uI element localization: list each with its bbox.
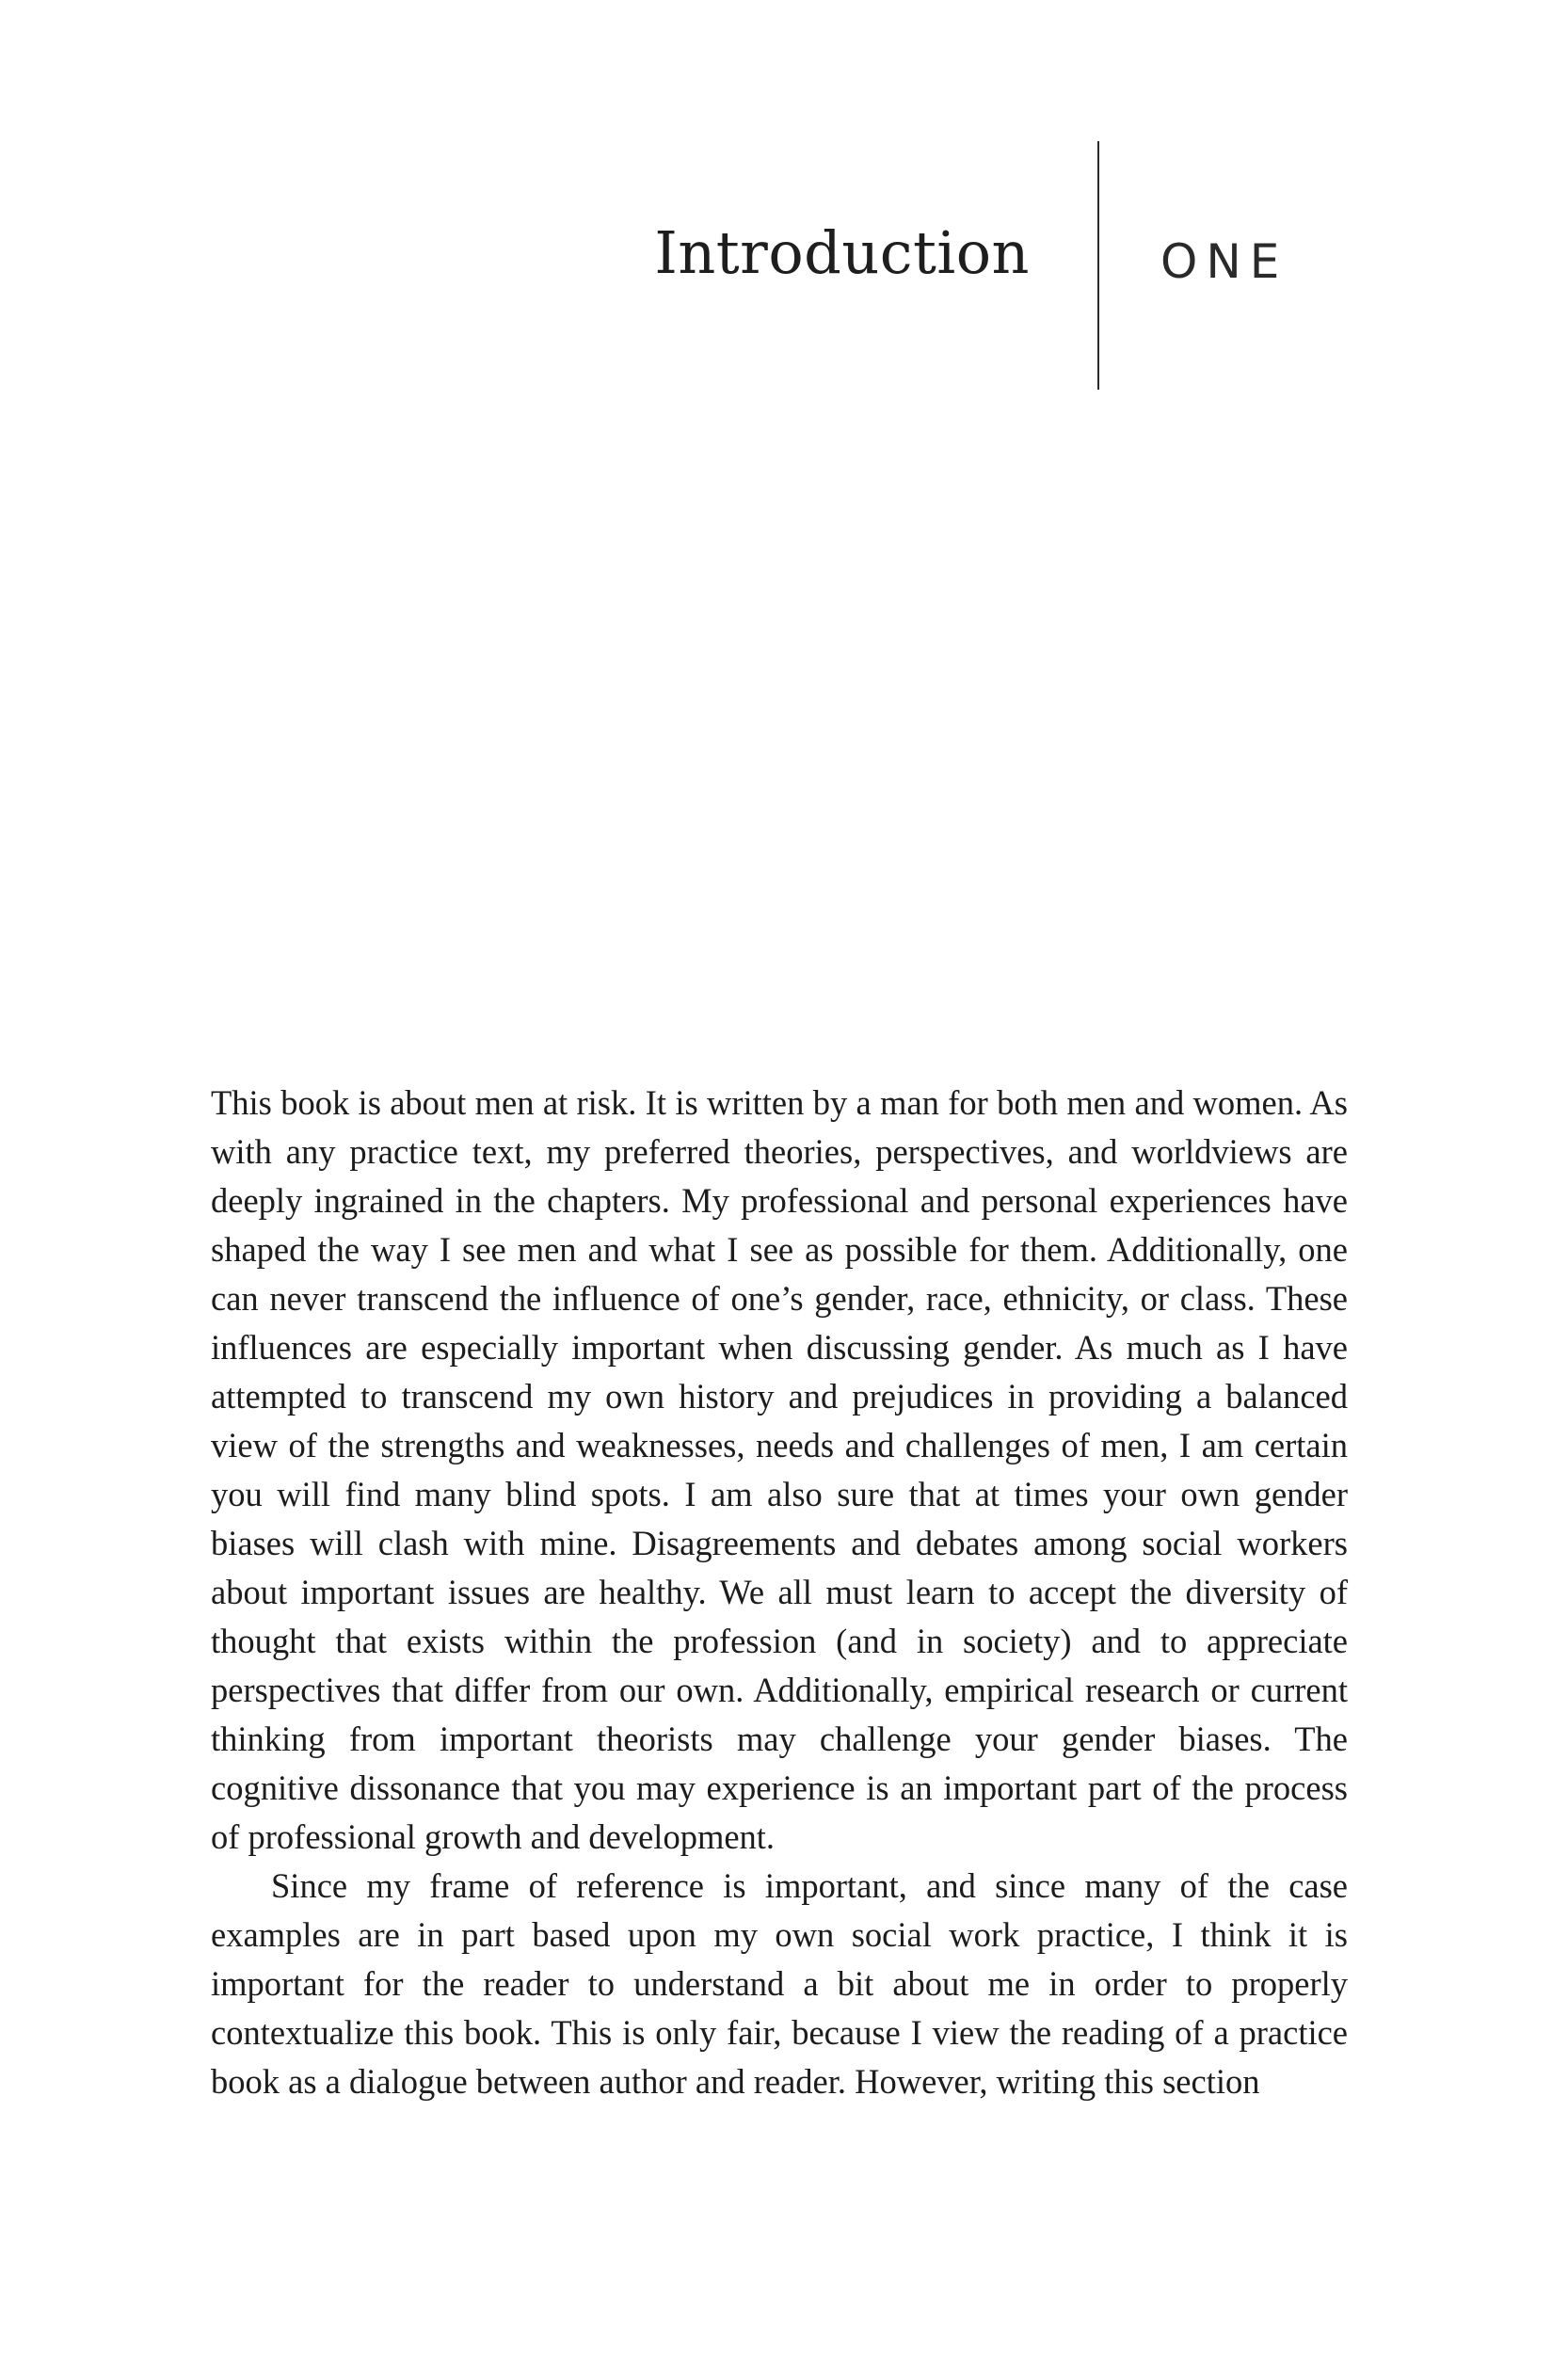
body-text (211, 1079, 1348, 2106)
chapter-divider-rule (1097, 141, 1099, 390)
chapter-title: Introduction (654, 218, 1030, 287)
chapter-number: ONE (1160, 234, 1288, 289)
paragraph-2: Since my frame of reference is important, and since many of the case examples are in part based upon my own social work practice, I think it is important for the reader to understand a bit about me in order to properly contextualize this book. This is only fair, because I view the reading of a practice book as a dialogue between author and reader. However, writing this section (211, 1866, 1348, 2101)
paragraph-1: This book is about men at risk. It is written by a man for both men and women. As with any practice text, my preferred theories, perspectives, and worldviews are deeply ingrained in the chapters. My professional and personal experiences have shaped the way I see men and what I see as possible for them. Additionally, one can never transcend the influence of one’s gender, race, ethnicity, or class. These influences are especially important when discussing gender. As much as I have attempted to transcend my own history and prejudices in providing a balanced view of the strengths and weaknesses, needs and challenges of men, I am certain you will find many blind spots. I am also sure that at times your own gender biases will clash with mine. Disagreements and debates among social workers about important issues are healthy. We all must learn to accept the diversity of thought that exists within the profession (and in society) and to appreciate perspectives that differ from our own. Additionally, empirical research or current thinking from important theorists may challenge your gender biases. The cognitive dissonance that you may experience is an important part of the process of professional growth and development. (211, 1083, 1348, 1856)
